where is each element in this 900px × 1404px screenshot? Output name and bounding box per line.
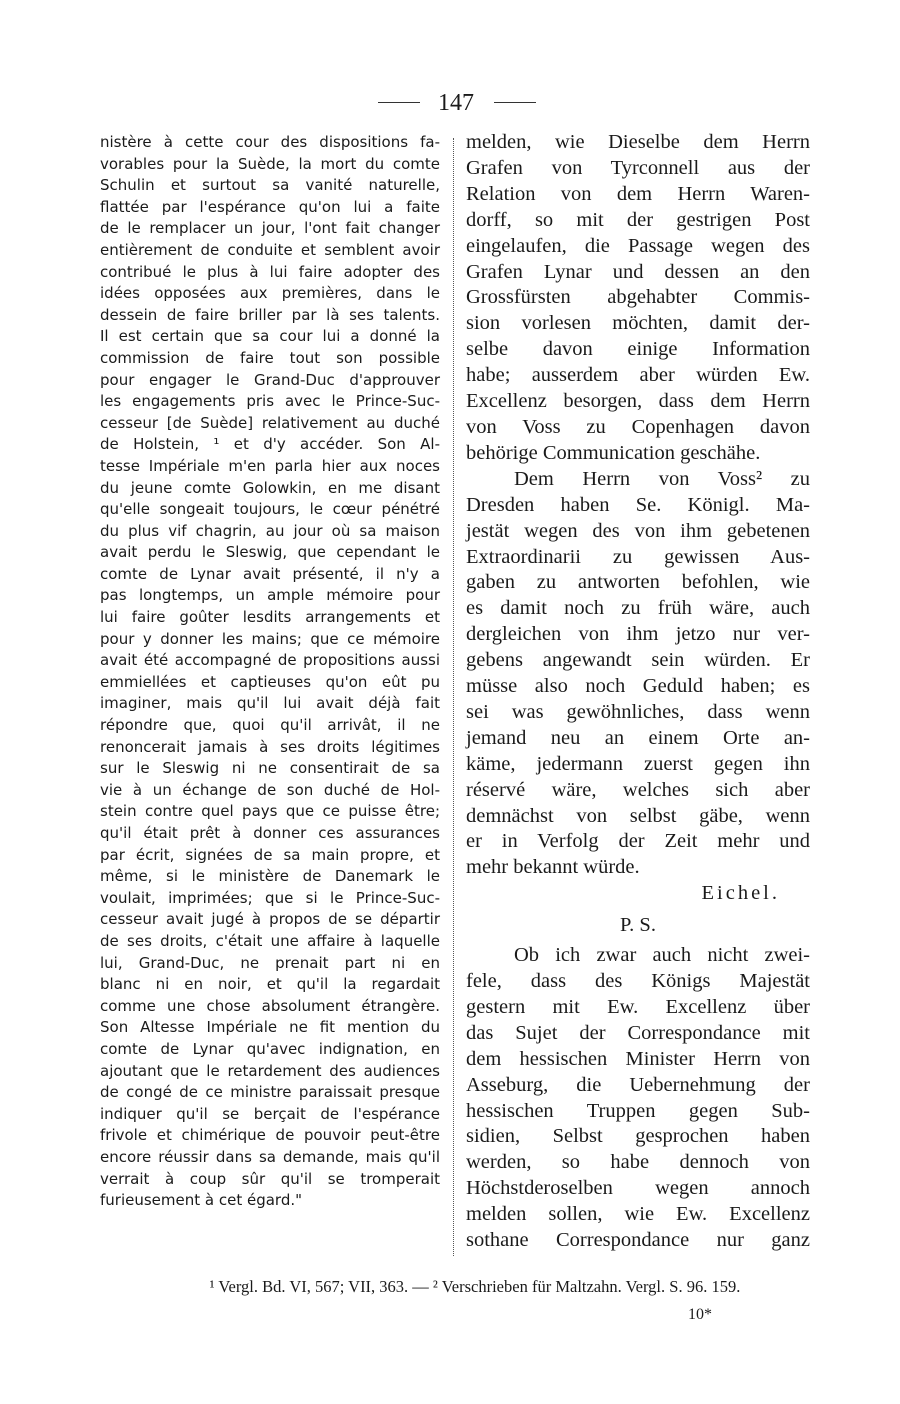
text-line: flattée par l'espérance qu'on lui a faite (100, 197, 440, 216)
text-line: dergleichen von ihm jetzo nur ver- (466, 623, 810, 646)
footnotes: ¹ Vergl. Bd. VI, 567; VII, 363. — ² Verschrieben für Maltzahn. Vergl. S. 96. 159. (209, 1277, 741, 1296)
text-line: par écrit, signées de sa main propre, et (100, 845, 440, 864)
text-line: gestern mit Ew. Excellenz über (466, 995, 810, 1018)
text-line: verrait à coup sûr qu'il se tromperait (100, 1169, 440, 1188)
text-line: renoncerait jamais à ses droits légitimes (100, 737, 440, 756)
text-line: nistère à cette cour des dispositions fa- (100, 133, 440, 151)
text-line: von Voss zu Copenhagen davon (466, 415, 810, 438)
text-line: sothane Correspondance nur ganz (466, 1229, 810, 1252)
text-line: imaginer, mais qu'il lui avait déjà fait (100, 694, 440, 713)
text-line: cesseur [de Suède] relativement au duché (100, 413, 440, 432)
text-line: Grossfürsten abgehabter Commis- (466, 286, 810, 309)
right-column-german-text (466, 130, 810, 1254)
text-line: comte de Lynar qu'avec indignation, en (100, 1039, 440, 1058)
text-line: comme une chose absolument étrangère. (100, 996, 440, 1015)
text-line: melden sollen, wie Ew. Excellenz (466, 1203, 810, 1226)
text-line: Asseburg, die Uebernehmung der (466, 1073, 810, 1096)
text-line: indiquer qu'il se berçait de l'espérance (100, 1104, 440, 1123)
text-line: répondre que, quoi qu'il arrivât, il ne (100, 716, 440, 735)
text-line: sidien, Selbst gesprochen haben (466, 1125, 810, 1148)
text-line: encore réussir dans sa demande, mais qu'il (100, 1147, 440, 1166)
text-line: sion vorlesen möchten, damit der- (466, 312, 810, 335)
text-line: qu'il était prêt à donner ces assurances (100, 824, 440, 842)
text-line: pour engager le Grand-Duc d'approuver (100, 370, 440, 389)
text-line: contribué le plus à lui faire adopter des (100, 262, 440, 281)
text-line: Schulin et surtout sa vanité naturelle, (100, 176, 440, 195)
text-line: lui faire goûter lesdits arrangements et (100, 608, 440, 627)
page-header (0, 88, 900, 118)
text-line: werden, so habe dennoch von (466, 1151, 810, 1174)
header-rule-right (494, 102, 536, 103)
german-letter-body (466, 130, 810, 881)
text-line: käme, jedermann zuerst gegen ihn (466, 752, 810, 775)
text-line: du jeune comte Golowkin, en me disant (100, 478, 440, 497)
text-line: de ses droits, c'était une affaire à laquelle (100, 931, 440, 950)
postscript-heading: P. S. (620, 914, 656, 937)
text-line: Grafen von Tyrconnell aus der (466, 156, 810, 179)
text-line: même, si le ministère de Danemark le (100, 867, 440, 886)
text-line: commission de faire tout son possible (100, 348, 440, 367)
text-line: comte de Lynar avait présenté, il n'y a (100, 564, 440, 583)
text-line: avait été accompagné de propositions aussi (100, 651, 440, 670)
text-line: demnächst von selbst gäbe, wenn (466, 804, 810, 827)
text-line: de le remplacer un jour, l'ont fait changer (100, 219, 440, 238)
text-line: habe; ausserdem aber würden Ew. (466, 364, 810, 387)
left-column-french-text (100, 132, 440, 1212)
text-line: de Holstein, ¹ et d'y accéder. Son Al- (100, 435, 440, 454)
text-line: er in Verfolg der Zeit mehr und (466, 830, 810, 853)
text-line: sei was gewöhnliches, dass wenn (466, 700, 810, 723)
text-line: blanc ni en noir, et qu'il la regardait (100, 975, 440, 994)
text-line: Il est certain que sa cour lui a donné la (100, 327, 440, 346)
text-line: müsse also noch Geduld haben; es (466, 675, 810, 698)
text-line: Son Altesse Impériale ne fit mention du (100, 1018, 440, 1037)
text-line: frivole et chimérique de pouvoir peut-être (100, 1126, 440, 1145)
text-line: du plus vif chagrin, au jour où sa maison (100, 521, 440, 540)
text-line: fele, dass des Königs Majestät (466, 970, 810, 992)
text-line: pour y donner les mains; que ce mémoire (100, 629, 440, 648)
text-line: dorff, so mit der gestrigen Post (466, 208, 810, 231)
text-line: furieusement à cet égard." (100, 1191, 303, 1210)
text-line: entièrement de conduite et semblent avoir (100, 240, 440, 259)
text-line: Höchstderoselben wegen annoch (466, 1177, 810, 1200)
text-line: Dem Herrn von Voss² zu (514, 467, 810, 490)
text-line: idées opposées aux premières, dans le (100, 284, 440, 303)
text-line: Dresden haben Se. Königl. Ma- (466, 493, 810, 516)
text-line: emmiellées et captieuses qu'on eût pu (100, 672, 440, 691)
text-line: pas longtemps, un ample mémoire pour (100, 586, 440, 605)
text-line: hessischen Truppen gegen Sub- (466, 1099, 810, 1122)
text-line: vorables pour la Suède, la mort du comte (100, 154, 440, 173)
postscript-body (466, 943, 810, 1254)
text-line: de congé de ce ministre paraissait presque (100, 1083, 440, 1102)
text-line: dessein de faire briller par là ses talents. (100, 305, 440, 324)
text-line: gebens angewandt sein würden. Er (466, 649, 810, 672)
text-line: eingelaufen, die Passage wegen des (466, 234, 810, 257)
text-line: Excellenz besorgen, dass dem Herrn (466, 390, 810, 413)
text-line: gaben zu antworten befohlen, wie (466, 571, 810, 594)
text-line: jestät wegen des von ihm gebetenen (466, 519, 810, 542)
text-line: Grafen Lynar und dessen an den (466, 260, 810, 283)
text-line: behörige Communication geschähe. (466, 441, 761, 464)
text-line: Extraordinarii zu gewissen Aus- (466, 545, 810, 568)
text-line: qu'elle songeait toujours, le cœur pénétré (100, 500, 440, 519)
text-line: vie à un échange de son duché de Hol- (100, 780, 440, 799)
page-number: 147 (438, 90, 474, 116)
text-line: voulait, imprimées; que si le Prince-Suc- (100, 888, 440, 907)
text-line: jemand neu an einem Orte an- (466, 726, 810, 749)
text-line: les engagements pris avec le Prince-Suc- (100, 392, 440, 411)
text-line: ajoutant que le retardement des audiences (100, 1061, 440, 1080)
text-line: selbe davon einige Information (466, 338, 810, 361)
text-line: stein contre quel pays que ce puisse être; (100, 802, 440, 821)
signature: Eichel. (701, 882, 780, 905)
sheet-signature: 10* (688, 1306, 712, 1323)
text-line: réservé wäre, welches sich aber (466, 778, 810, 801)
text-line: Ob ich zwar auch nicht zwei- (514, 944, 810, 967)
header-rule-left (378, 102, 420, 103)
text-line: avait perdu le Sleswig, que cependant le (100, 543, 440, 562)
text-line: tesse Impériale m'en parla hier aux noces (100, 456, 440, 475)
text-line: lui, Grand-Duc, ne prenait part ni en (100, 953, 440, 972)
text-line: es damit noch zu früh wäre, auch (466, 597, 810, 620)
text-line: melden, wie Dieselbe dem Herrn (466, 131, 810, 153)
text-line: Relation von dem Herrn Waren- (466, 182, 810, 205)
text-line: cesseur avait jugé à propos de se départir (100, 910, 440, 929)
column-divider (453, 138, 454, 1256)
text-line: dem hessischen Minister Herrn von (466, 1047, 810, 1070)
text-line: mehr bekannt würde. (466, 856, 640, 879)
text-line: sur le Sleswig ni ne consentirait de sa (100, 759, 440, 778)
text-line: das Sujet der Correspondance mit (466, 1021, 810, 1044)
